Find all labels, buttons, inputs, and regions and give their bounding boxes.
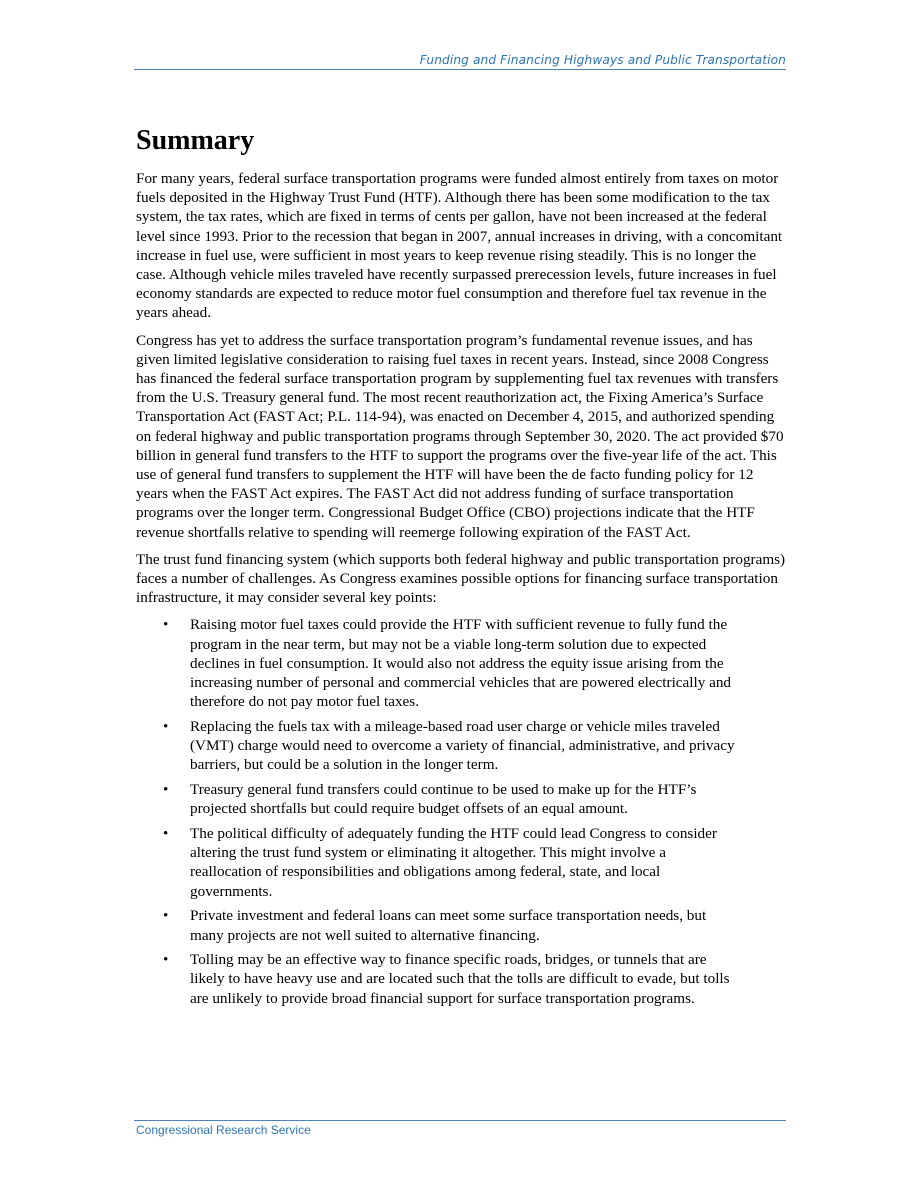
running-header: Funding and Financing Highways and Public Transportation	[134, 53, 786, 70]
key-points-list	[136, 615, 735, 1007]
list-item	[163, 950, 735, 1008]
list-item	[163, 717, 735, 775]
list-item-text: Tolling may be an effective way to finance specific roads, bridges, or tunnels that are likely to have heavy use and are located such that the tolls are difficult to evade, but tolls are unlikely to provide broad financial support for surface transportation programs.	[190, 951, 730, 1007]
footer-divider	[134, 1120, 786, 1121]
list-item	[163, 906, 735, 944]
list-item-text: The political difficulty of adequately funding the HTF could lead Congress to consider altering the trust fund system or eliminating it altogether. This might involve a reallocation of responsibilities and obligations among federal, state, and local governments.	[190, 825, 717, 900]
footer-organization: Congressional Research Service	[136, 1123, 311, 1137]
section-title: Summary	[136, 125, 255, 156]
bullet-icon: •	[163, 907, 169, 925]
bullet-icon: •	[163, 717, 169, 735]
list-item	[163, 824, 735, 901]
bullet-icon: •	[163, 951, 169, 969]
list-item-text: Treasury general fund transfers could continue to be used to make up for the HTF’s projected shortfalls but could require budget offsets of an equal amount.	[190, 781, 697, 818]
list-item	[163, 780, 735, 818]
bullet-icon: •	[163, 781, 169, 799]
list-item-text: Raising motor fuel taxes could provide the HTF with sufficient revenue to fully fund the program in the near term, but may not be a viable long-term solution due to expected declines in fuel consumption. It would also not address the equity issue arising from the increasing number of personal and commercial vehicles that are powered electrically and therefore do not pay motor fuel taxes.	[190, 616, 732, 711]
list-item-text: Private investment and federal loans can meet some surface transportation needs, but many projects are not well suited to alternative financing.	[190, 907, 707, 944]
paragraph: Congress has yet to address the surface transportation program’s fundamental revenue issues, and has given limited legislative consideration to raising fuel taxes in recent years. Instead, since 2008 Congress has financed the federal surface transportation program by supplementing fuel tax revenues with transfers from the U.S. Treasury general fund. The most recent reauthorization act, the Fixing America’s Surface Transportation Act (FAST Act; P.L. 114-94), was enacted on December 4, 2015, and authorized spending on federal highway and public transportation programs through September 30, 2020. The act provided $70 billion in general fund transfers to the HTF to support the programs over the five-year life of the act. This use of general fund transfers to supplement the HTF will have been the de facto funding policy for 12 years when the FAST Act expires. The FAST Act did not address funding of surface transportation programs over the longer term. Congressional Budget Office (CBO) projections indicate that the HTF revenue shortfalls relative to spending will reemerge following expiration of the FAST Act.	[136, 331, 784, 541]
bullet-icon: •	[163, 616, 169, 634]
page-content	[136, 122, 788, 1013]
paragraph: The trust fund financing system (which supports both federal highway and public transportation programs) faces a number of challenges. As Congress examines possible options for financing surface transportation infrastructure, it may consider several key points:	[136, 550, 786, 607]
paragraph: For many years, federal surface transportation programs were funded almost entirely from taxes on motor fuels deposited in the Highway Trust Fund (HTF). Although there has been some modification to the tax system, the tax rates, which are fixed in terms of cents per gallon, have not been increased at the federal level since 1993. Prior to the recession that began in 2007, annual increases in driving, with a concomitant increase in fuel use, were sufficient in most years to keep revenue rising steadily. This is no longer the case. Although vehicle miles traveled have recently surpassed prerecession levels, future increases in fuel economy standards are expected to reduce motor fuel consumption and therefore fuel tax revenue in the years ahead.	[136, 170, 783, 322]
list-item-text: Replacing the fuels tax with a mileage-based road user charge or vehicle miles traveled (VMT) charge would need to overcome a variety of financial, administrative, and privacy barriers, but could be a solution in the longer term.	[190, 717, 735, 774]
list-item	[163, 615, 735, 711]
bullet-icon: •	[163, 825, 169, 842]
